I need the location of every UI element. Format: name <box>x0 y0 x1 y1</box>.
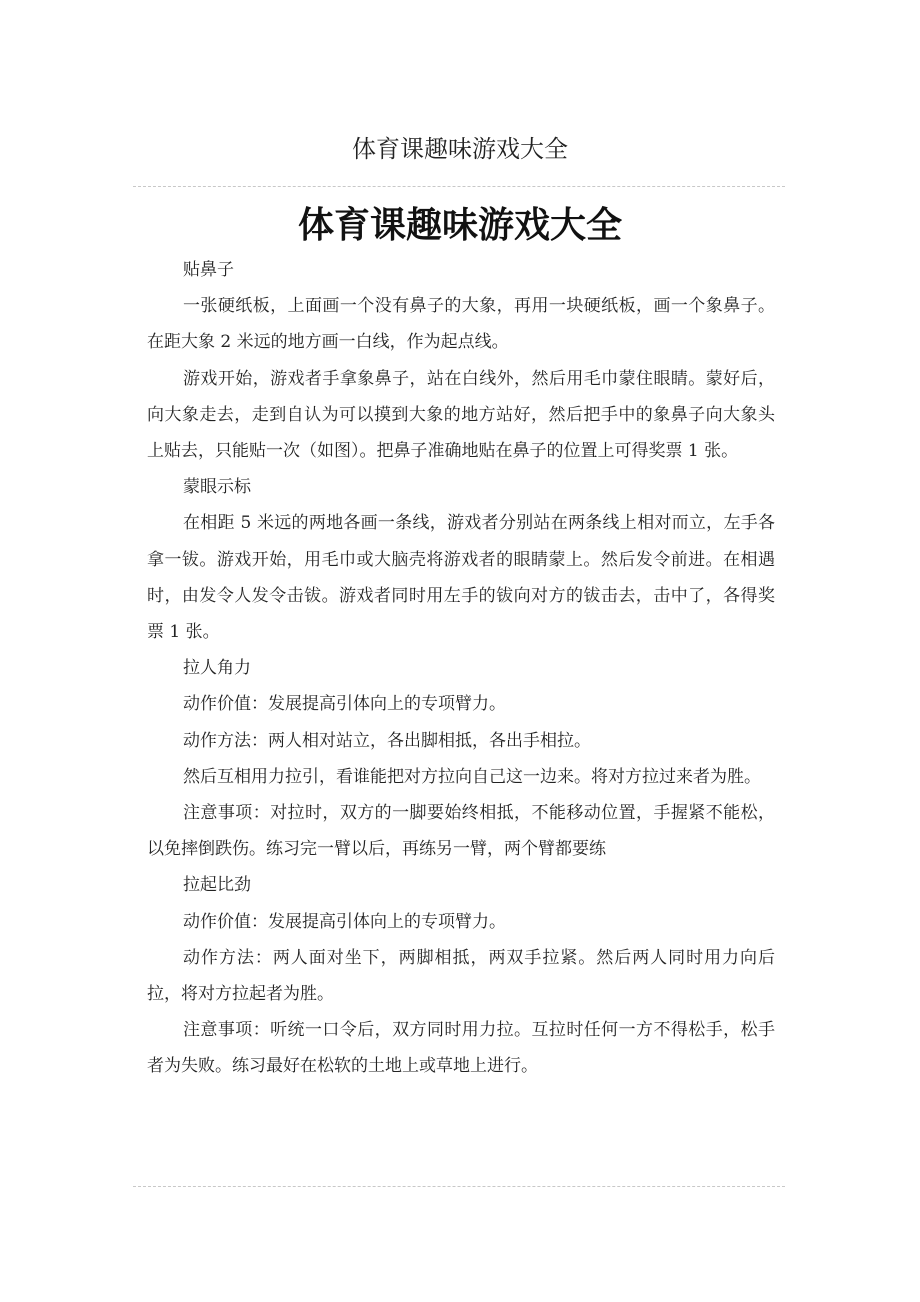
header-divider <box>133 186 785 187</box>
body-text <box>147 252 775 1085</box>
paragraph: 动作价值：发展提高引体向上的专项臂力。 <box>183 911 506 932</box>
section-heading-tie-bizi: 贴鼻子 <box>183 260 234 280</box>
header-title: 体育课趣味游戏大全 <box>352 135 568 163</box>
paragraph: 注意事项：听统一口令后，双方同时用力拉。互拉时任何一方不得松手，松手者为失败。练习最好在松软的土地上或草地上进行。 <box>147 1020 775 1077</box>
main-title: 体育课趣味游戏大全 <box>297 204 622 246</box>
paragraph: 动作价值：发展提高引体向上的专项臂力。 <box>183 694 506 715</box>
paragraph: 游戏开始，游戏者手拿象鼻子，站在白线外，然后用毛巾蒙住眼睛。蒙好后，向大象走去，走到自认为可以摸到大象的地方站好，然后把手中的象鼻子向大象头上贴去，只能贴一次（如图）。把鼻子准确地贴在鼻子的位置上可得奖票 1 张。 <box>147 368 775 462</box>
paragraph: 一张硬纸板，上面画一个没有鼻子的大象，再用一块硬纸板，画一个象鼻子。在距大象 2 米远的地方画一白线，作为起点线。 <box>147 296 775 353</box>
paragraph: 注意事项：对拉时，双方的一脚要始终相抵，不能移动位置，手握紧不能松，以免摔倒跌伤。练习完一臂以后，再练另一臂，两个臂都要练 <box>147 803 775 860</box>
section-heading-mengyan-shibiao: 蒙眼示标 <box>183 477 251 498</box>
paragraph: 动作方法：两人相对站立，各出脚相抵，各出手相拉。 <box>183 730 591 751</box>
section-heading-laren-jiaoli: 拉人角力 <box>183 658 251 679</box>
paragraph: 动作方法：两人面对坐下，两脚相抵，两双手拉紧。然后两人同时用力向后拉，将对方拉起者为胜。 <box>147 947 775 1005</box>
footer-divider <box>133 1186 785 1187</box>
section-heading-laqi-bijin: 拉起比劲 <box>183 875 251 896</box>
paragraph: 然后互相用力拉引，看谁能把对方拉向自己这一边来。将对方拉过来者为胜。 <box>183 766 761 787</box>
paragraph: 在相距 5 米远的两地各画一条线，游戏者分别站在两条线上相对而立，左手各拿一钹。游戏开始，用毛巾或大脑壳将游戏者的眼睛蒙上。然后发令前进。在相遇时，由发令人发令击钹。游戏者同时用左手的钹向对方的钹击去，击中了，各得奖票 1 张。 <box>147 513 775 643</box>
